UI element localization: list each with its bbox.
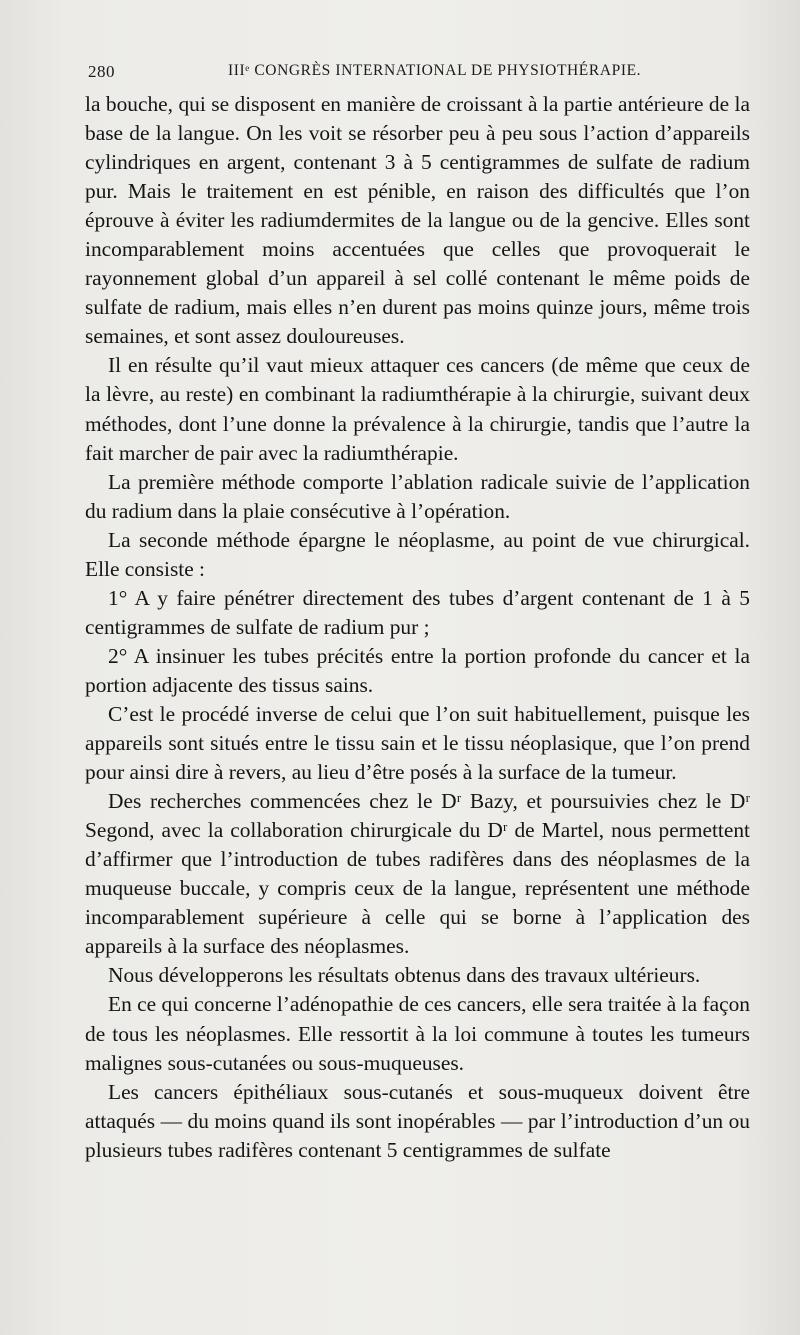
page-header [88, 62, 748, 86]
page-number: 280 [88, 62, 115, 81]
list-item-2: 2° A insinuer les tubes précités entre la portion profonde du cancer et la portion adjacente des tissus sains. [85, 643, 750, 697]
paragraph-5: C’est le procédé inverse de celui que l’on suit habituellement, puisque les appareils sont situés entre le tissu sain et le tissu néoplasique, que l’on prend pour ainsi dire à revers, au lieu d’être posés à la surface de la tumeur. [85, 701, 750, 785]
paragraph-6: Des recherches commencées chez le Dʳ Bazy, et poursuivies chez le Dʳ Segond, avec la collaboration chirurgicale du Dʳ de Martel, nous permettent d’affirmer que l’introduction de tubes radifères dans des néoplasmes de la muqueuse buccale, y compris ceux de la langue, représentent une méthode incomparablement supérieure à celle qui se borne à l’application des appareils à la surface des néoplasmes. [85, 789, 750, 959]
paragraph-9: Les cancers épithéliaux sous-cutanés et sous-muqueux doivent être attaqués — du moins quand ils sont inopérables — par l’introduction d’un ou plusieurs tubes radifères contenant 5 centigrammes de sulfate [85, 1079, 750, 1162]
running-title: IIIᵉ CONGRÈS INTERNATIONAL DE PHYSIOTHÉRAPIE. [228, 62, 642, 79]
paragraph-8: En ce qui concerne l’adénopathie de ces cancers, elle sera traitée à la façon de tous les néoplasmes. Elle ressortit à la loi commune à toutes les tumeurs malignes sous-cutanées ou sous-muqueuses. [85, 992, 750, 1075]
paragraph-4: La seconde méthode épargne le néoplasme, au point de vue chirurgical. Elle consiste : [85, 527, 750, 581]
paragraph-3: La première méthode comporte l’ablation radicale suivie de l’application du radium dans la plaie consécutive à l’opération. [85, 469, 750, 523]
paragraph-1: la bouche, qui se disposent en manière de croissant à la partie antérieure de la base de la langue. On les voit se résorber peu à peu sous l’action d’appareils cylindriques en argent, contenant 3 à 5 centigrammes de sulfate de radium pur. Mais le traitement en est pénible, en raison des difficultés que l’on éprouve à éviter les radiumdermites de la langue ou de la gencive. Elles sont incomparablement moins accentuées que celles que provoquerait le rayonnement global d’un appareil à sel collé contenant le même poids de sulfate de radium, mais elles n’en durent pas moins quinze jours, même trois semaines, et sont assez douloureuses. [85, 92, 750, 349]
paragraph-2: Il en résulte qu’il vaut mieux attaquer ces cancers (de même que ceux de la lèvre, au reste) en combinant la radiumthérapie à la chirurgie, suivant deux méthodes, dont l’une donne la prévalence à la chirurgie, tandis que l’autre la fait marcher de pair avec la radiumthérapie. [85, 353, 750, 465]
list-item-1: 1° A y faire pénétrer directement des tubes d’argent contenant de 1 à 5 centigrammes de sulfate de radium pur ; [85, 585, 750, 639]
paragraph-7: Nous développerons les résultats obtenus dans des travaux ultérieurs. [108, 963, 701, 988]
page-body [85, 90, 750, 1165]
